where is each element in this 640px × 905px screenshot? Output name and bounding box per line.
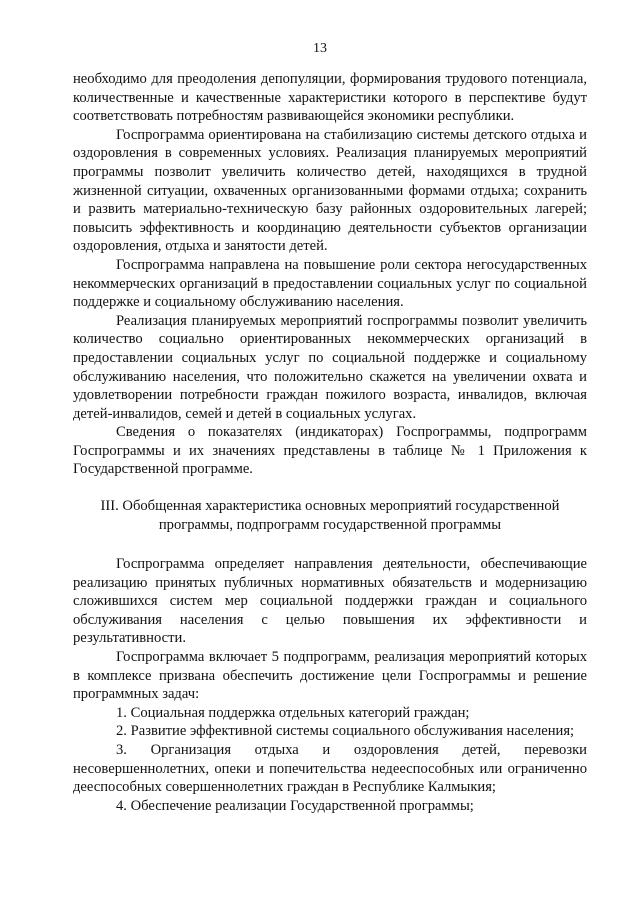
list-item: 3. Организация отдыха и оздоровления детей, перевозки несовершеннолетних, опеки и попечительства недееспособных или ограниченно дееспособных совершеннолетних граждан в Республике Калмыкия;: [73, 742, 587, 796]
paragraph-continuation: необходимо для преодоления депопуляции, формирования трудового потенциала, количественные и качественные характеристики которого в перспективе будут соответствовать потребностям развивающейся экономики республики.: [73, 71, 587, 125]
document-body: [73, 70, 587, 815]
list-item: 4. Обеспечение реализации Государственной программы;: [116, 797, 474, 814]
page-number: 13: [313, 41, 327, 56]
paragraph-child-recreation: Госпрограмма ориентирована на стабилизацию системы детского отдыха и оздоровления в современных условиях. Реализация планируемых мероприятий программы позволит увеличить количество детей, находящихся в трудной жизненной ситуации, охваченных организованными формами отдыха; сохранить и развить материально-техническую базу районных оздоровительных лагерей; повысить эффективность и координацию деятельности субъектов организации оздоровления, отдыха и занятости детей.: [73, 126, 587, 255]
paragraph-indicators-reference: Сведения о показателях (индикаторах) Госпрограммы, подпрограмм Госпрограммы и их значениях представлены в таблице № 1 Приложения к Государственной программе.: [73, 424, 587, 478]
section-heading: III. Обобщенная характеристика основных мероприятий государственной программы, подпрограмм государственной программы: [100, 498, 560, 534]
paragraph-implementation-effects: Реализация планируемых мероприятий госпрограммы позволит увеличить количество социально ориентированных некоммерческих организаций в предоставлении социальных услуг по социальной поддержке и социальному обслуживанию населения, что положительно скажется на увеличении охвата и удовлетворении потребности граждан пожилого возраста, инвалидов, включая детей-инвалидов, семей и детей в социальных услугах.: [73, 312, 587, 422]
list-item: 1. Социальная поддержка отдельных категорий граждан;: [116, 704, 470, 721]
paragraph-subprograms-intro: Госпрограмма включает 5 подпрограмм, реализация мероприятий которых в комплексе призвана обеспечить достижение цели Госпрограммы и решение программных задач:: [73, 649, 587, 703]
paragraph-program-directions: Госпрограмма определяет направления деятельности, обеспечивающие реализацию принятых публичных нормативных обязательств и модернизацию сложившихся систем мер социальной поддержки граждан и социального обслуживания населения с целью повышения их эффективности и результативности.: [73, 556, 587, 647]
list-item: 2. Развитие эффективной системы социального обслуживания населения;: [116, 723, 575, 740]
paragraph-nonprofit-sector: Госпрограмма направлена на повышение роли сектора негосударственных некоммерческих организаций в предоставлении социальных услуг по социальной поддержке и социальному обслуживанию населения.: [73, 256, 587, 311]
